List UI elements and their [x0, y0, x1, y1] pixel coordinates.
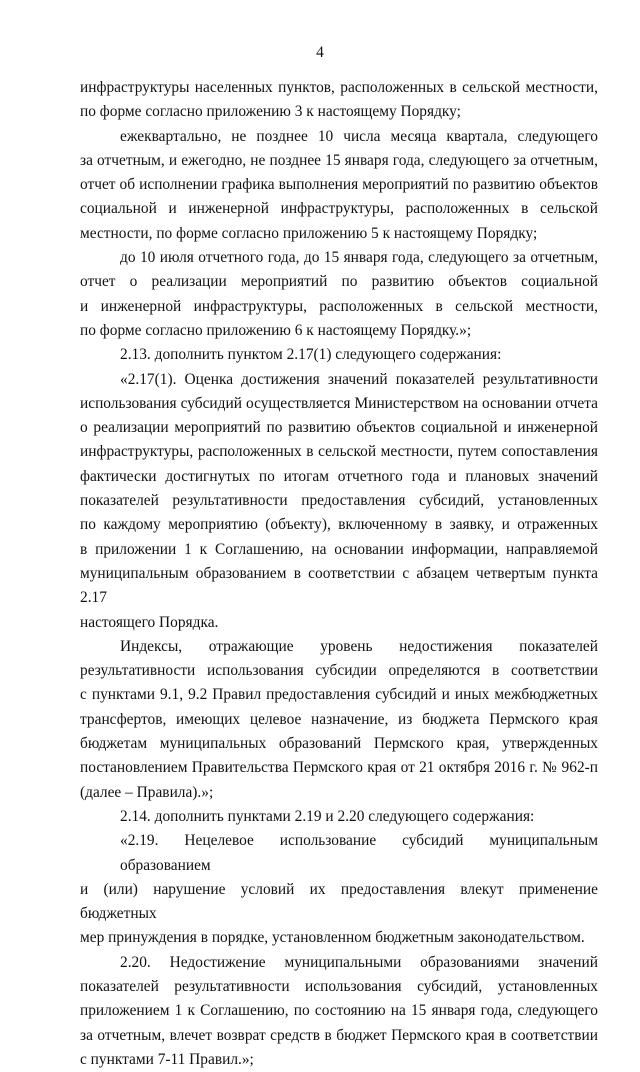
text-line: показателей результативности предоставления субсидий, установленных: [80, 492, 598, 510]
text-line: постановлением Правительства Пермского края от 21 октября 2016 г. № 962-п: [80, 759, 598, 777]
text-line: по форме согласно приложению 6 к настоящему Порядку.»;: [80, 321, 472, 339]
text-line: отчет об исполнении графика выполнения мероприятий по развитию объектов: [80, 176, 598, 194]
text-line: приложением 1 к Соглашению, по состоянию на 15 января года, следующего: [80, 1002, 598, 1020]
paragraph: [80, 343, 598, 367]
paragraph: [80, 368, 598, 635]
text-line: (далее – Правила).»;: [80, 783, 214, 801]
text-line: и инженерной инфраструктуры, расположенных в сельской местности,: [80, 297, 598, 315]
text-line: настоящего Порядка.: [80, 613, 219, 631]
text-line: использования субсидий осуществляется Министерством на основании отчета: [80, 394, 598, 412]
text-line: муниципальным образованием в соответствии с абзацем четвертым пункта 2.17: [80, 564, 598, 607]
text-line: и (или) нарушение условий их предоставления влекут применение бюджетных: [80, 880, 598, 923]
text-line: по каждому мероприятию (объекту), включенному в заявку, и отраженных: [80, 516, 598, 534]
paragraph: [80, 76, 598, 125]
paragraph: [80, 805, 598, 829]
text-line: 2.13. дополнить пунктом 2.17(1) следующего содержания:: [120, 346, 502, 364]
text-line: социальной и инженерной инфраструктуры, расположенных в сельской: [80, 200, 598, 218]
text-line: фактически достигнутых по итогам отчетного года и плановых значений: [80, 467, 598, 485]
document-body: [80, 76, 598, 1072]
text-line: результативности использования субсидии определяются в соответствии: [80, 662, 598, 680]
text-line: местности, по форме согласно приложению 5 к настоящему Порядку;: [80, 224, 538, 242]
text-line: за отчетным, влечет возврат средств в бюджет Пермского края в соответствии: [80, 1026, 598, 1044]
text-line: Индексы, отражающие уровень недостижения показателей: [120, 637, 598, 655]
paragraph: [80, 635, 598, 805]
text-line: мер принуждения в порядке, установленном бюджетным законодательством.: [80, 929, 585, 947]
text-line: показателей результативности использования субсидий, установленных: [80, 977, 598, 995]
text-line: 2.20. Недостижение муниципальными образованиями значений: [120, 953, 598, 971]
text-line: «2.17(1). Оценка достижения значений показателей результативности: [120, 370, 598, 388]
paragraph: [80, 125, 598, 246]
text-line: о реализации мероприятий по развитию объектов социальной и инженерной: [80, 419, 598, 437]
text-line: с пунктами 7-11 Правил.»;: [80, 1050, 254, 1068]
text-line: инфраструктуры, расположенных в сельской местности, путем сопоставления: [80, 443, 598, 461]
text-line: 2.14. дополнить пунктами 2.19 и 2.20 следующего содержания:: [120, 807, 535, 825]
text-line: в приложении 1 к Соглашению, на основании информации, направляемой: [80, 540, 598, 558]
text-line: инфраструктуры населенных пунктов, расположенных в сельской местности,: [80, 79, 598, 96]
text-line: «2.19. Нецелевое использование субсидий муниципальным образованием: [120, 832, 598, 874]
text-line: до 10 июля отчетного года, до 15 января года, следующего за отчетным,: [120, 249, 598, 267]
page-number: 4: [316, 44, 324, 61]
text-line: за отчетным, и ежегодно, не позднее 15 января года, следующего за отчетным,: [80, 151, 598, 169]
text-line: бюджетам муниципальных образований Пермского края, утвержденных: [80, 735, 598, 753]
text-line: трансфертов, имеющих целевое назначение, из бюджета Пермского края: [80, 710, 598, 728]
paragraph: [80, 951, 598, 1072]
paragraph: [80, 246, 598, 343]
text-line: по форме согласно приложению 3 к настоящему Порядку;: [80, 103, 461, 121]
paragraph: [80, 829, 598, 950]
text-line: отчет о реализации мероприятий по развитию объектов социальной: [80, 273, 598, 291]
text-line: с пунктами 9.1, 9.2 Правил предоставления субсидий и иных межбюджетных: [80, 686, 598, 704]
text-line: ежеквартально, не позднее 10 числа месяца квартала, следующего: [120, 127, 598, 145]
